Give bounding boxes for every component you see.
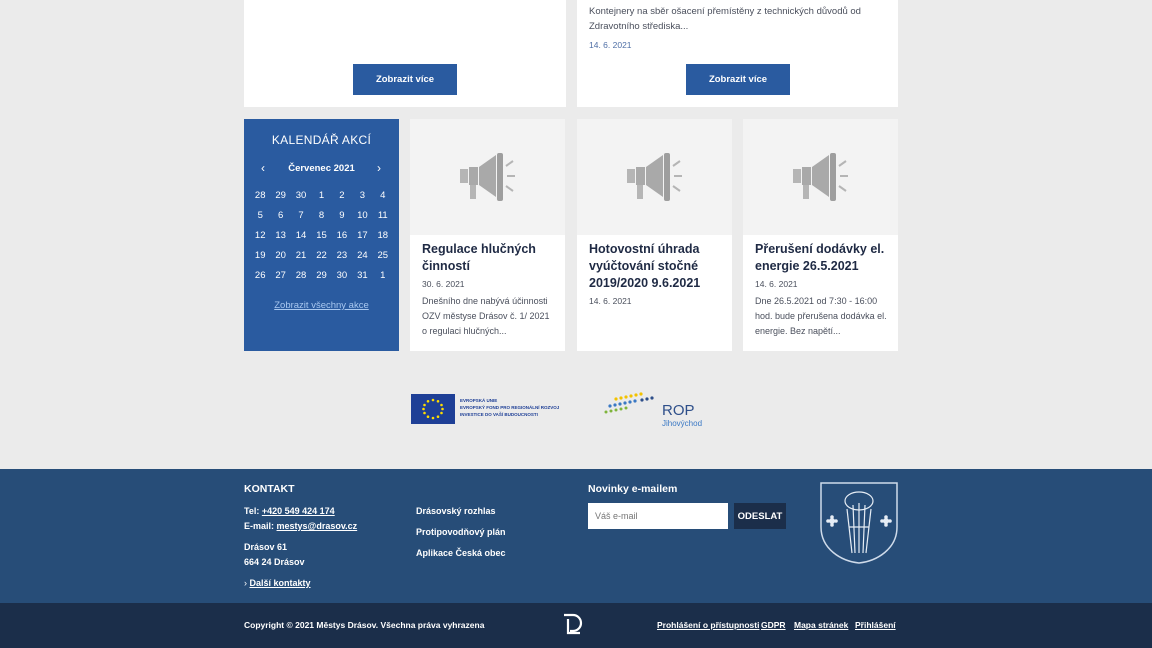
- news-date: 30. 6. 2021: [422, 279, 465, 289]
- rop-logo[interactable]: [602, 388, 712, 432]
- calendar-day[interactable]: 28: [254, 190, 266, 201]
- calendar-day[interactable]: 11: [377, 210, 388, 221]
- footer-link[interactable]: Protipovodňový plán: [416, 527, 506, 537]
- news-title[interactable]: Přerušení dodávky el. energie 26.5.2021: [755, 242, 885, 273]
- news-date: 14. 6. 2021: [755, 279, 798, 289]
- calendar-day[interactable]: 2: [339, 190, 345, 201]
- calendar-day[interactable]: 18: [377, 230, 389, 241]
- calendar-day[interactable]: 28: [295, 270, 307, 281]
- eu-line: EVROPSKÁ UNIE: [460, 398, 498, 403]
- calendar-day[interactable]: 21: [295, 250, 307, 261]
- more-contacts-row: [244, 578, 311, 588]
- megaphone-icon: [625, 151, 685, 203]
- calendar-day[interactable]: 23: [336, 250, 348, 261]
- chevron-left-icon[interactable]: ‹: [261, 161, 265, 175]
- newsletter-heading: Novinky e-mailem: [588, 483, 678, 495]
- gdpr-link[interactable]: GDPR: [761, 620, 786, 630]
- article-date: 14. 6. 2021: [589, 40, 632, 50]
- chevron-right-icon[interactable]: ›: [377, 161, 381, 175]
- calendar-day[interactable]: 5: [257, 210, 263, 221]
- news-card[interactable]: [410, 119, 565, 351]
- news-title[interactable]: Regulace hlučných činností: [422, 242, 536, 273]
- calendar-day[interactable]: 27: [275, 270, 286, 281]
- calendar-month: Červenec 2021: [288, 163, 355, 174]
- newsletter-submit-button[interactable]: ODESLAT: [734, 503, 786, 529]
- eu-line: INVESTICE DO VAŠÍ BUDOUCNOSTI: [460, 412, 538, 417]
- calendar-nav: [244, 161, 399, 177]
- calendar-day[interactable]: 7: [298, 210, 304, 221]
- partner-logos: [0, 388, 1152, 432]
- calendar-day[interactable]: 4: [380, 190, 386, 201]
- email-link[interactable]: mestys@drasov.cz: [276, 521, 358, 531]
- calendar-day[interactable]: 14: [295, 230, 307, 241]
- events-calendar: [244, 119, 399, 351]
- news-title[interactable]: Hotovostní úhrada vyúčtování stočné 2019/2020 9.6.2021: [589, 242, 701, 290]
- coat-of-arms-icon: [819, 481, 899, 565]
- more-contacts-link[interactable]: Další kontakty: [249, 578, 311, 588]
- calendar-day[interactable]: 1: [380, 270, 386, 281]
- address-line: 664 24 Drásov: [244, 557, 305, 567]
- eu-text: [460, 397, 559, 418]
- newsletter-email-input[interactable]: [588, 503, 728, 529]
- eu-flag: [411, 394, 455, 424]
- calendar-day[interactable]: 6: [277, 210, 284, 221]
- calendar-day[interactable]: 30: [295, 190, 307, 201]
- eu-line: EVROPSKÝ FOND PRO REGIONÁLNÍ ROZVOJ: [460, 405, 560, 410]
- calendar-day[interactable]: 12: [254, 230, 266, 241]
- news-thumbnail: [577, 119, 732, 235]
- calendar-day[interactable]: 15: [316, 230, 327, 241]
- show-more-button[interactable]: Zobrazit více: [353, 64, 457, 95]
- news-thumbnail: [410, 119, 565, 235]
- site-logo-icon[interactable]: [561, 613, 583, 635]
- calendar-day[interactable]: 1: [318, 190, 325, 201]
- calendar-day[interactable]: 29: [275, 190, 286, 201]
- calendar-day[interactable]: 24: [357, 250, 368, 261]
- article-excerpt: Kontejnery na sběr ošacení přemístěny z technických důvodů od Zdravotního střediska...: [589, 6, 861, 32]
- phone-line: [244, 506, 335, 516]
- calendar-title: KALENDÁŘ AKCÍ: [271, 133, 372, 147]
- calendar-day[interactable]: 22: [316, 250, 327, 261]
- copyright-text: Copyright © 2021 Městys Drásov. Všechna práva vyhrazena: [244, 620, 485, 630]
- news-excerpt: Dnešního dne nabývá účinnosti OZV městyse Drásov č. 1/ 2021 o regulaci hlučných...: [422, 296, 550, 336]
- email-label: E-mail:: [244, 521, 275, 531]
- calendar-day[interactable]: 10: [357, 210, 368, 221]
- footer: [0, 469, 1152, 603]
- megaphone-icon: [791, 151, 851, 203]
- phone-label: Tel:: [244, 506, 260, 516]
- email-line: [244, 521, 357, 531]
- megaphone-icon: [458, 151, 518, 203]
- bottom-bar: [0, 603, 1152, 648]
- chevron-right-icon: ›: [244, 578, 247, 588]
- article-card-left: [244, 0, 566, 107]
- address-line: Drásov 61: [244, 542, 288, 552]
- calendar-day[interactable]: 8: [318, 210, 325, 221]
- news-thumbnail: [743, 119, 898, 235]
- eu-logo[interactable]: [411, 394, 569, 424]
- rop-name: ROP: [662, 402, 695, 419]
- login-link[interactable]: Přihlášení: [855, 620, 896, 630]
- article-card-right: [577, 0, 898, 107]
- calendar-day[interactable]: 26: [254, 270, 266, 281]
- accessibility-link[interactable]: Prohlášení o přístupnosti: [657, 620, 760, 630]
- calendar-day[interactable]: 20: [275, 250, 286, 261]
- calendar-day[interactable]: 17: [357, 230, 368, 241]
- sitemap-link[interactable]: Mapa stránek: [794, 620, 849, 630]
- footer-link[interactable]: Aplikace Česká obec: [416, 548, 506, 558]
- calendar-day[interactable]: 25: [377, 250, 389, 261]
- calendar-day[interactable]: 16: [336, 230, 348, 241]
- rop-sub: Jihovýchod: [662, 419, 703, 428]
- news-date: 14. 6. 2021: [589, 296, 632, 306]
- calendar-day[interactable]: 29: [316, 270, 327, 281]
- show-more-button[interactable]: Zobrazit více: [686, 64, 790, 95]
- calendar-day[interactable]: 9: [339, 210, 345, 221]
- calendar-day[interactable]: 13: [275, 230, 286, 241]
- phone-link[interactable]: +420 549 424 174: [261, 506, 335, 516]
- contact-heading: KONTAKT: [244, 483, 295, 495]
- calendar-grid: [250, 189, 393, 283]
- news-card[interactable]: [743, 119, 898, 351]
- news-excerpt: Dne 26.5.2021 od 7:30 - 16:00 hod. bude přerušena dodávka el. energie. Bez napětí...: [755, 296, 887, 336]
- rop-dots-graphic: [602, 390, 662, 420]
- calendar-day[interactable]: 30: [336, 270, 348, 281]
- calendar-day[interactable]: 3: [359, 190, 365, 201]
- calendar-day[interactable]: 31: [357, 270, 368, 281]
- footer-link[interactable]: Drásovský rozhlas: [416, 506, 496, 516]
- calendar-day[interactable]: 19: [254, 250, 266, 261]
- news-card[interactable]: [577, 119, 732, 351]
- show-all-events-link[interactable]: Zobrazit všechny akce: [274, 300, 369, 311]
